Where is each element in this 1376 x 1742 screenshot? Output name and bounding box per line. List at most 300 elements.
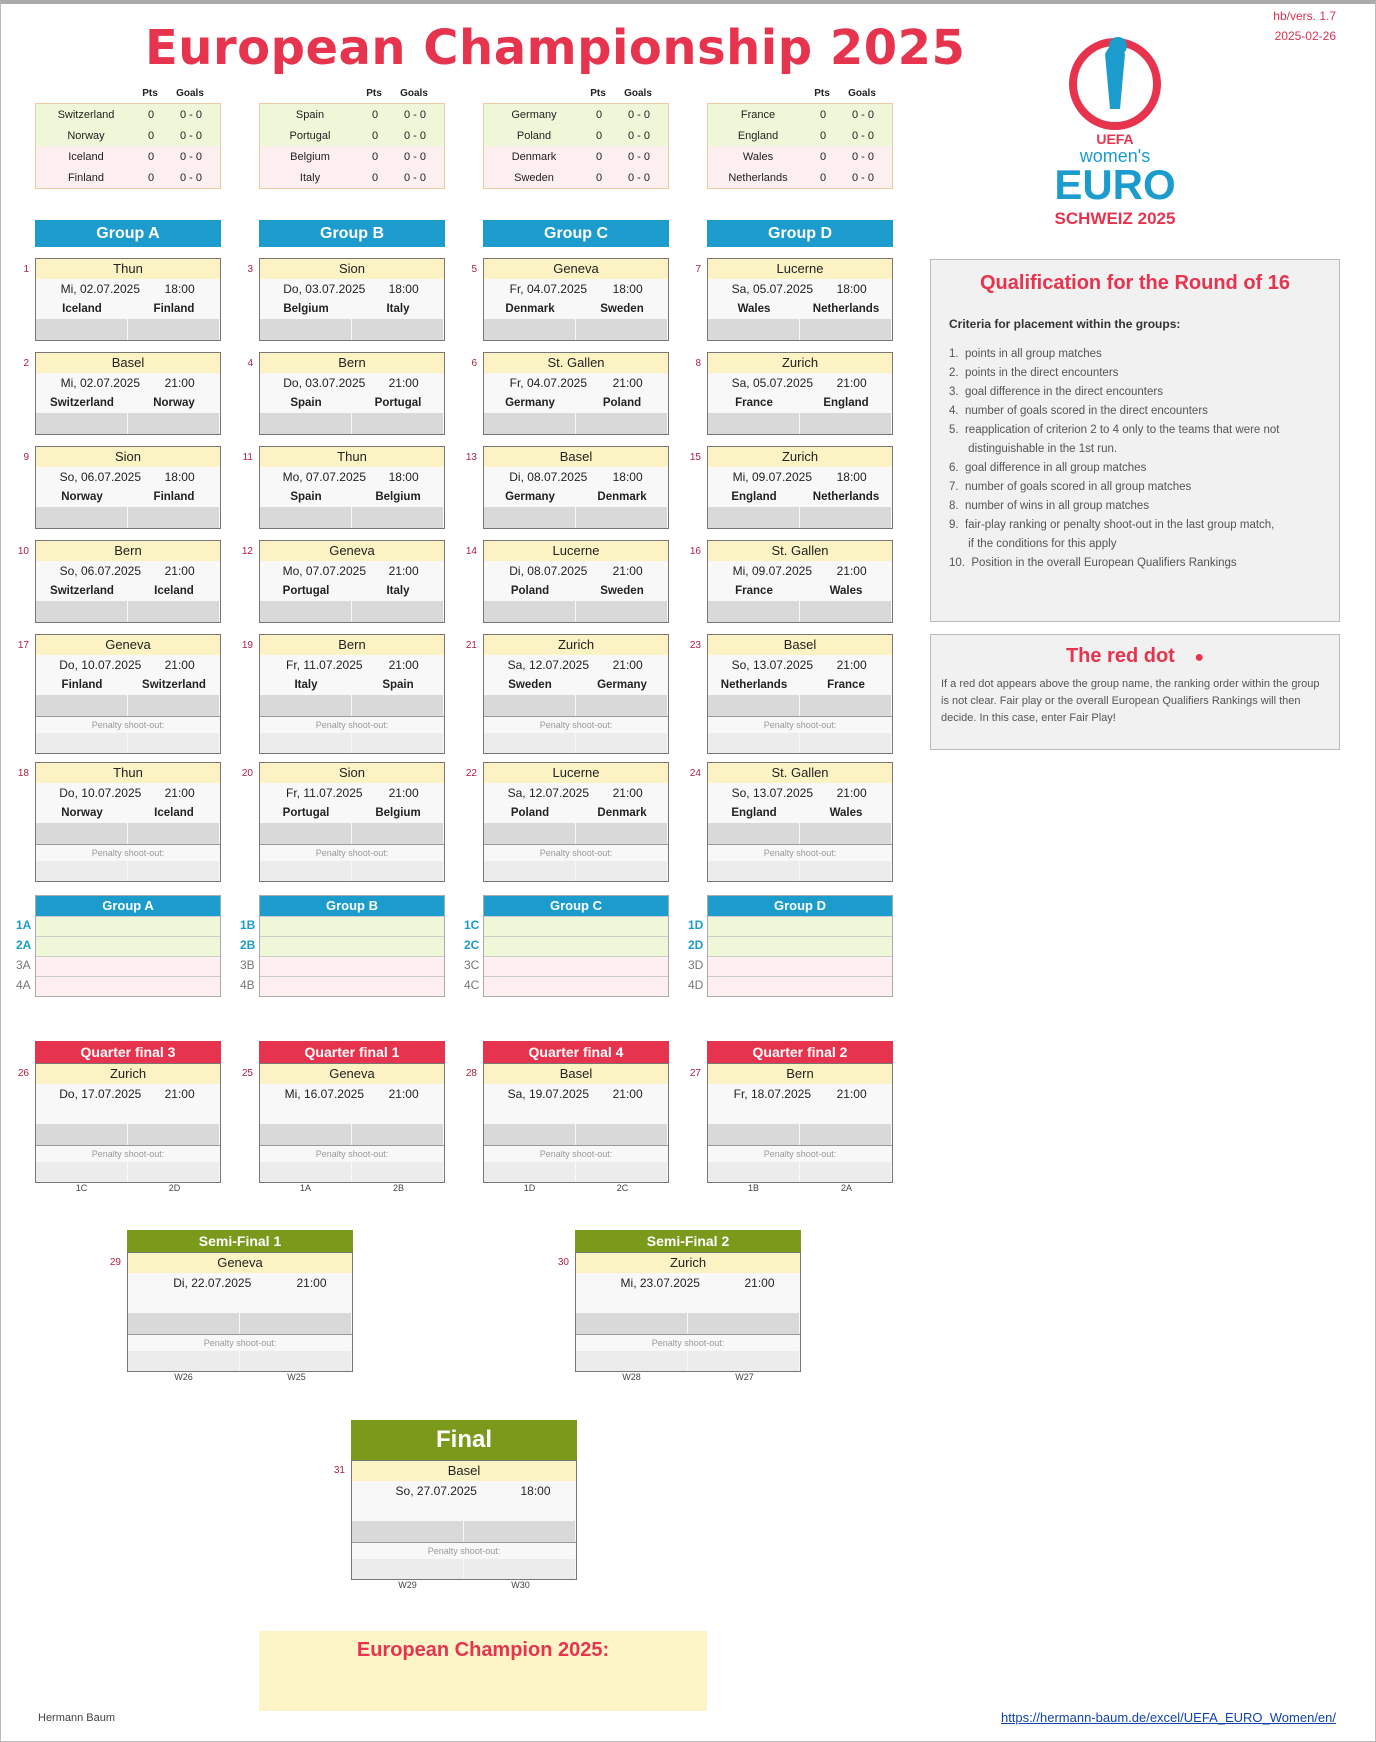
away-team: Denmark <box>597 491 647 503</box>
match-date: Fr, 11.07.2025 <box>286 658 363 672</box>
penalty-input[interactable] <box>36 861 220 881</box>
slot-away: 2C <box>616 1183 629 1193</box>
match-datetime <box>260 279 444 299</box>
away-score-cell[interactable] <box>128 695 220 716</box>
away-penalty-cell[interactable] <box>128 733 220 753</box>
away-team: Netherlands <box>812 491 880 503</box>
away-penalty-cell[interactable] <box>128 861 220 881</box>
team-goals: 0 - 0 <box>403 171 426 184</box>
criteria-item: 1. points in all group matches <box>949 348 1102 360</box>
slot-away: 2A <box>840 1183 852 1193</box>
match-time: 18:00 <box>836 282 867 296</box>
penalty-input[interactable] <box>708 1162 892 1182</box>
match-datetime <box>484 561 668 581</box>
ranking-row[interactable] <box>36 916 220 936</box>
away-score-cell[interactable] <box>128 1124 220 1145</box>
ranking-row[interactable] <box>708 936 892 956</box>
ranking-row[interactable] <box>260 976 444 996</box>
home-penalty-cell[interactable] <box>36 861 128 881</box>
home-penalty-cell[interactable] <box>484 733 576 753</box>
home-score-cell[interactable] <box>484 823 576 844</box>
away-score-cell[interactable] <box>128 823 220 844</box>
score-input[interactable] <box>260 823 444 844</box>
team-goals: 0 - 0 <box>627 129 650 142</box>
penalty-input[interactable] <box>708 861 892 881</box>
match-date: Do, 10.07.2025 <box>59 658 142 672</box>
penalty-label: Penalty shoot-out: <box>36 844 220 861</box>
match-date: Di, 08.07.2025 <box>509 470 588 484</box>
score-input[interactable] <box>708 695 892 716</box>
penalty-label: Penalty shoot-out: <box>260 844 444 861</box>
pts-header: Pts <box>814 88 830 99</box>
match-number: 11 <box>242 452 253 463</box>
away-team: Wales <box>829 807 863 819</box>
away-penalty-cell[interactable] <box>576 1162 668 1182</box>
match-time: 18:00 <box>388 282 419 296</box>
ranking-row[interactable] <box>36 976 220 996</box>
home-score-cell[interactable] <box>260 507 352 528</box>
team-goals: 0 - 0 <box>851 150 874 163</box>
home-score-cell[interactable] <box>36 413 128 434</box>
ranking-row[interactable] <box>484 936 668 956</box>
away-score-cell[interactable] <box>800 1124 892 1145</box>
standings-row <box>36 167 220 188</box>
match-time: 21:00 <box>164 1087 195 1101</box>
team-points: 0 <box>595 171 603 184</box>
score-input[interactable] <box>128 1313 352 1334</box>
ranking-row[interactable] <box>708 916 892 936</box>
standings-row <box>484 104 668 125</box>
away-penalty-cell[interactable] <box>464 1559 576 1579</box>
away-score-cell[interactable] <box>576 823 668 844</box>
penalty-input[interactable] <box>484 733 668 753</box>
home-team: Germany <box>505 397 555 409</box>
score-input[interactable] <box>484 601 668 622</box>
match-datetime <box>484 655 668 675</box>
criteria-item: 6. goal difference in all group matches <box>949 462 1147 474</box>
away-score-cell[interactable] <box>352 507 444 528</box>
match-venue: Bern <box>260 635 444 655</box>
red-dot-title-text: The red dot <box>1065 645 1175 667</box>
home-score-cell[interactable] <box>36 319 128 340</box>
home-score-cell[interactable] <box>260 823 352 844</box>
home-penalty-cell[interactable] <box>484 861 576 881</box>
match-number: 1 <box>23 264 29 275</box>
ranking-label: 2B <box>240 938 256 952</box>
away-score-cell[interactable] <box>576 413 668 434</box>
away-score-cell[interactable] <box>240 1313 352 1334</box>
penalty-input[interactable] <box>36 733 220 753</box>
score-input[interactable] <box>260 1124 444 1145</box>
away-score-cell[interactable] <box>352 823 444 844</box>
home-score-cell[interactable] <box>260 319 352 340</box>
score-input[interactable] <box>260 413 444 434</box>
team-goals: 0 - 0 <box>403 129 426 142</box>
bracket-slots <box>259 1183 445 1193</box>
score-input[interactable] <box>708 1124 892 1145</box>
match-date: Fr, 18.07.2025 <box>733 1087 811 1101</box>
criteria-item: 5. reapplication of criterion 2 to 4 only to the teams that were not <box>949 424 1280 436</box>
home-penalty-cell[interactable] <box>708 861 800 881</box>
standings-header <box>259 88 445 99</box>
slot-home: W26 <box>174 1372 193 1382</box>
penalty-label: Penalty shoot-out: <box>260 1145 444 1162</box>
penalty-input[interactable] <box>260 733 444 753</box>
match-venue: Bern <box>260 353 444 373</box>
match-card <box>35 762 221 882</box>
score-input[interactable] <box>484 413 668 434</box>
match-teams <box>484 675 668 695</box>
away-score-cell[interactable] <box>352 695 444 716</box>
standings-row <box>484 146 668 167</box>
match-datetime <box>36 561 220 581</box>
match-teams <box>708 675 892 695</box>
team-name: Spain <box>295 108 325 121</box>
match-venue: Zurich <box>708 447 892 467</box>
score-input[interactable] <box>36 823 220 844</box>
score-input[interactable] <box>484 1124 668 1145</box>
ranking-label: 2D <box>688 938 704 952</box>
away-score-cell[interactable] <box>576 1124 668 1145</box>
home-team: France <box>735 397 773 409</box>
team-points: 0 <box>147 129 155 142</box>
score-input[interactable] <box>260 695 444 716</box>
home-score-cell[interactable] <box>260 413 352 434</box>
home-score-cell[interactable] <box>708 413 800 434</box>
score-input[interactable] <box>708 413 892 434</box>
ranking-row[interactable] <box>484 956 668 976</box>
score-input[interactable] <box>36 319 220 340</box>
home-score-cell[interactable] <box>260 1124 352 1145</box>
home-penalty-cell[interactable] <box>576 1351 688 1371</box>
match-datetime <box>36 279 220 299</box>
penalty-label: Penalty shoot-out: <box>128 1334 352 1351</box>
home-penalty-cell[interactable] <box>708 1162 800 1182</box>
knockout-header: Quarter final 1 <box>259 1041 445 1063</box>
score-input[interactable] <box>36 507 220 528</box>
score-input[interactable] <box>484 823 668 844</box>
red-dot-icon: ● <box>1194 649 1205 666</box>
home-penalty-cell[interactable] <box>352 1559 464 1579</box>
score-input[interactable] <box>352 1521 576 1542</box>
match-number: 16 <box>689 546 701 557</box>
away-penalty-cell[interactable] <box>240 1351 352 1371</box>
home-penalty-cell[interactable] <box>260 861 352 881</box>
home-score-cell[interactable] <box>484 601 576 622</box>
home-score-cell[interactable] <box>708 319 800 340</box>
criteria-item: 3. goal difference in the direct encounters <box>949 386 1163 398</box>
score-input[interactable] <box>484 695 668 716</box>
score-input[interactable] <box>708 601 892 622</box>
home-penalty-cell[interactable] <box>36 733 128 753</box>
match-time: 18:00 <box>520 1484 551 1498</box>
score-input[interactable] <box>708 319 892 340</box>
qualification-title: Qualification for the Round of 16 <box>980 272 1290 294</box>
away-score-cell[interactable] <box>352 319 444 340</box>
away-score-cell[interactable] <box>800 507 892 528</box>
home-score-cell[interactable] <box>36 823 128 844</box>
slot-home: 1D <box>523 1183 536 1193</box>
team-name: Switzerland <box>57 108 115 121</box>
score-input[interactable] <box>484 319 668 340</box>
home-penalty-cell[interactable] <box>260 733 352 753</box>
home-team: Netherlands <box>720 679 788 691</box>
match-time: 21:00 <box>388 658 419 672</box>
match-number: 7 <box>695 264 701 275</box>
score-input[interactable] <box>36 601 220 622</box>
penalty-input[interactable] <box>260 1162 444 1182</box>
home-team: Spain <box>290 491 322 503</box>
standings-row <box>36 104 220 125</box>
ranking-row[interactable] <box>36 936 220 956</box>
match-datetime <box>260 783 444 803</box>
match-datetime <box>260 561 444 581</box>
score-input[interactable] <box>484 507 668 528</box>
home-score-cell[interactable] <box>36 507 128 528</box>
match-card <box>35 634 221 754</box>
match-time: 21:00 <box>164 658 195 672</box>
standings-table <box>35 103 221 189</box>
penalty-input[interactable] <box>484 1162 668 1182</box>
match-venue: Geneva <box>260 541 444 561</box>
team-goals: 0 - 0 <box>627 108 650 121</box>
score-input[interactable] <box>576 1313 800 1334</box>
away-penalty-cell[interactable] <box>576 733 668 753</box>
penalty-input[interactable] <box>352 1559 576 1579</box>
home-team: Norway <box>61 807 103 819</box>
standings-row <box>708 146 892 167</box>
ranking-row[interactable] <box>36 956 220 976</box>
final-ranking-table <box>259 895 445 997</box>
away-score-cell[interactable] <box>576 695 668 716</box>
match-time: 21:00 <box>388 376 419 390</box>
home-score-cell[interactable] <box>484 1124 576 1145</box>
home-score-cell[interactable] <box>708 601 800 622</box>
match-number: 13 <box>465 452 477 463</box>
away-score-cell[interactable] <box>352 1124 444 1145</box>
match-card <box>259 446 445 529</box>
penalty-input[interactable] <box>128 1351 352 1371</box>
penalty-input[interactable] <box>708 733 892 753</box>
away-team: Wales <box>829 585 863 597</box>
home-penalty-cell[interactable] <box>708 733 800 753</box>
match-number: 2 <box>23 358 29 369</box>
away-team: Germany <box>597 679 647 691</box>
ranking-row[interactable] <box>484 916 668 936</box>
slot-away: 2B <box>392 1183 404 1193</box>
ranking-label: 3C <box>464 958 480 972</box>
away-score-cell[interactable] <box>576 319 668 340</box>
match-datetime <box>36 467 220 487</box>
away-score-cell[interactable] <box>576 601 668 622</box>
red-dot-title <box>941 645 1329 668</box>
home-score-cell[interactable] <box>36 695 128 716</box>
home-score-cell[interactable] <box>484 695 576 716</box>
match-venue: Thun <box>260 447 444 467</box>
home-score-cell[interactable] <box>484 413 576 434</box>
match-datetime <box>484 1084 668 1104</box>
penalty-input[interactable] <box>484 861 668 881</box>
match-date: So, 13.07.2025 <box>731 658 813 672</box>
criteria-heading: Criteria for placement within the groups: <box>949 317 1181 331</box>
away-team: Spain <box>382 679 414 691</box>
match-venue: Zurich <box>36 1064 220 1084</box>
home-penalty-cell[interactable] <box>260 1162 352 1182</box>
away-score-cell[interactable] <box>800 601 892 622</box>
logo-uefa: UEFA <box>1096 131 1134 147</box>
match-date: So, 06.07.2025 <box>59 564 141 578</box>
away-score-cell[interactable] <box>800 413 892 434</box>
home-score-cell[interactable] <box>484 507 576 528</box>
website-link[interactable]: https://hermann-baum.de/excel/UEFA_EURO_Women/en/ <box>1000 1710 1336 1725</box>
away-score-cell[interactable] <box>800 319 892 340</box>
away-score-cell[interactable] <box>128 507 220 528</box>
match-teams <box>260 299 444 319</box>
away-score-cell[interactable] <box>576 507 668 528</box>
team-points: 0 <box>371 150 379 163</box>
match-datetime <box>708 655 892 675</box>
away-score-cell[interactable] <box>464 1521 576 1542</box>
match-time: 21:00 <box>836 658 867 672</box>
home-team: Italy <box>294 679 318 691</box>
match-datetime <box>576 1273 800 1293</box>
match-datetime <box>260 1084 444 1104</box>
match-venue: Sion <box>36 447 220 467</box>
match-date: Di, 22.07.2025 <box>173 1276 252 1290</box>
away-penalty-cell[interactable] <box>688 1351 800 1371</box>
away-score-cell[interactable] <box>128 413 220 434</box>
away-penalty-cell[interactable] <box>800 861 892 881</box>
match-number: 9 <box>23 452 29 463</box>
criteria-item: 7. number of goals scored in all group matches <box>949 481 1192 493</box>
away-score-cell[interactable] <box>352 601 444 622</box>
away-score-cell[interactable] <box>688 1313 800 1334</box>
home-score-cell[interactable] <box>36 1124 128 1145</box>
match-date: Mi, 02.07.2025 <box>60 282 140 296</box>
ranking-label: 3D <box>688 958 704 972</box>
match-number: 26 <box>17 1068 29 1079</box>
away-score-cell[interactable] <box>128 601 220 622</box>
penalty-input[interactable] <box>576 1351 800 1371</box>
home-penalty-cell[interactable] <box>36 1162 128 1182</box>
penalty-input[interactable] <box>260 861 444 881</box>
score-input[interactable] <box>260 319 444 340</box>
away-penalty-cell[interactable] <box>800 733 892 753</box>
team-points: 0 <box>371 129 379 142</box>
home-score-cell[interactable] <box>484 319 576 340</box>
criteria-item: 9. fair-play ranking or penalty shoot-out in the last group match, <box>949 519 1275 531</box>
score-input[interactable] <box>36 695 220 716</box>
away-penalty-cell[interactable] <box>352 861 444 881</box>
match-number: 8 <box>695 358 701 369</box>
match-teams <box>36 803 220 823</box>
away-team: England <box>823 397 869 409</box>
ranking-row[interactable] <box>708 976 892 996</box>
away-team: Sweden <box>600 585 644 597</box>
home-score-cell[interactable] <box>576 1313 688 1334</box>
match-date: So, 06.07.2025 <box>59 470 141 484</box>
slot-home: 1C <box>75 1183 88 1193</box>
match-date: Mi, 16.07.2025 <box>284 1087 364 1101</box>
match-teams <box>708 581 892 601</box>
home-score-cell[interactable] <box>708 695 800 716</box>
match-card <box>483 762 669 882</box>
home-score-cell[interactable] <box>708 507 800 528</box>
group-header-3: Group D <box>707 220 893 247</box>
score-input[interactable] <box>708 507 892 528</box>
away-penalty-cell[interactable] <box>576 861 668 881</box>
match-datetime <box>708 783 892 803</box>
match-number: 10 <box>17 546 29 557</box>
group-header-2: Group C <box>483 220 669 247</box>
home-score-cell[interactable] <box>36 601 128 622</box>
score-input[interactable] <box>260 601 444 622</box>
score-input[interactable] <box>260 507 444 528</box>
final-ranking-table <box>483 895 669 997</box>
match-time: 18:00 <box>612 282 643 296</box>
match-venue: Basel <box>484 447 668 467</box>
away-score-cell[interactable] <box>352 413 444 434</box>
score-input[interactable] <box>708 823 892 844</box>
home-score-cell[interactable] <box>708 1124 800 1145</box>
home-penalty-cell[interactable] <box>484 1162 576 1182</box>
match-number: 23 <box>689 640 701 651</box>
away-penalty-cell[interactable] <box>800 1162 892 1182</box>
match-venue: St. Gallen <box>484 353 668 373</box>
team-goals: 0 - 0 <box>179 129 202 142</box>
team-goals: 0 - 0 <box>179 150 202 163</box>
match-venue: Bern <box>708 1064 892 1084</box>
score-input[interactable] <box>36 1124 220 1145</box>
home-score-cell[interactable] <box>260 601 352 622</box>
ranking-row[interactable] <box>260 916 444 936</box>
ranking-row[interactable] <box>484 976 668 996</box>
match-number: 18 <box>17 768 29 779</box>
champion-box[interactable] <box>259 1631 707 1711</box>
penalty-input[interactable] <box>36 1162 220 1182</box>
home-score-cell[interactable] <box>352 1521 464 1542</box>
away-score-cell[interactable] <box>128 319 220 340</box>
home-score-cell[interactable] <box>128 1313 240 1334</box>
team-goals: 0 - 0 <box>851 171 874 184</box>
home-team: Spain <box>290 397 322 409</box>
knockout-header: Semi-Final 1 <box>127 1230 353 1252</box>
bracket-slots <box>351 1580 577 1590</box>
home-penalty-cell[interactable] <box>128 1351 240 1371</box>
ranking-row[interactable] <box>260 956 444 976</box>
score-input[interactable] <box>36 413 220 434</box>
ranking-label: 1C <box>464 918 480 932</box>
match-number: 22 <box>465 768 477 779</box>
ranking-row[interactable] <box>260 936 444 956</box>
home-score-cell[interactable] <box>260 695 352 716</box>
away-penalty-cell[interactable] <box>352 1162 444 1182</box>
ranking-group-header: Group A <box>36 896 220 916</box>
away-penalty-cell[interactable] <box>352 733 444 753</box>
match-venue: Basel <box>352 1461 576 1481</box>
away-score-cell[interactable] <box>800 695 892 716</box>
team-points: 0 <box>819 129 827 142</box>
match-card <box>483 352 669 435</box>
away-score-cell[interactable] <box>800 823 892 844</box>
match-number: 19 <box>241 640 253 651</box>
away-penalty-cell[interactable] <box>128 1162 220 1182</box>
match-card <box>35 446 221 529</box>
ranking-row[interactable] <box>708 956 892 976</box>
standings-header <box>35 88 221 99</box>
match-teams <box>260 803 444 823</box>
home-score-cell[interactable] <box>708 823 800 844</box>
